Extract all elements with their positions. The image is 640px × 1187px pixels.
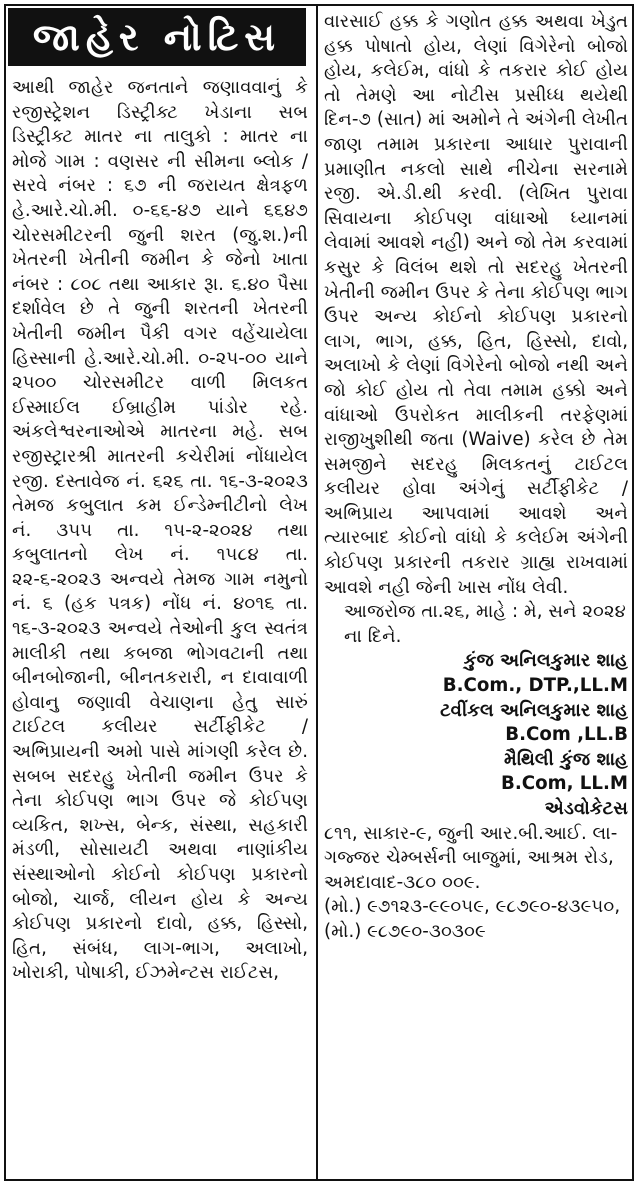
left-column <box>12 76 308 986</box>
phone-line-2: (મો.) ૯૮૭૯૦-૩૦૩૦૯ <box>324 920 486 942</box>
notice-body-right: વારસાઈ હક્ક કે ગણોત હક્ક અથવા ખેડુત હક્ક પોષાતો હોય, લેણાં વિગેરેનો બોજો હોય, કલેઈમ, વાંધો કે તકરાર કોઈ હોય તો તેમણે આ નોટીસ પ્રસીધ્ધ થયેથી દિન-૭ (સાત) માં અમોને તે અંગેની લેખીત જાણ તમામ પ્રકારના આધાર પુરાવાની પ્રમાણીત નકલો સાથે નીચેના સરનામે રજી. એ.ડી.થી કરવી. (લેખિત પુરાવા સિવાયના કોઈપણ વાંધાઓ ધ્યાનમાં લેવામાં આવશે નહી) અને જો તેમ કરવામાં કસુર કે વિલંબ થશે તો સદરહુ ખેતરની ખેતીની જમીન ઉપર કે તેના કોઈપણ ભાગ ઉપર અન્ય કોઈનો કોઈપણ પ્રકારનો લાગ, ભાગ, હક્ક, હિત, હિસ્સો, દાવો, અલાખો કે લેણાં વિગેરેનો બોજો નથી અને જો કોઈ હોય તો તેવા તમામ હક્કો અને વાંધાઓ ઉપરોકત માલીકની તરફેણમાં રાજીખુશીથી જતા (Waive) કરેલ છે તેમ સમજીને સદરહુ મિલકતનું ટાઈટલ કલીયર હોવા અંગેનું સર્ટીફીકેટ / અભિપ્રાય આપવામાં આવશે અને ત્યારબાદ કોઈનો વાંધો કે કલેઈમ અંગેની કોઈપણ પ્રકારની તકરાર ગ્રાહ્ય રાખવામાં આવશે નહી જેની ખાસ નોંધ લેવી. <box>324 11 628 598</box>
notice-title: જાહેર નોટિસ <box>8 8 306 66</box>
column-divider <box>316 6 318 1179</box>
signatory-2-name: ટવીંકલ અનિલકુમાર શાહ <box>440 699 628 721</box>
signatory-1-name: કુંજ અનિલકુમાર શાહ <box>463 650 628 672</box>
right-column <box>324 10 628 945</box>
signatory-2-degree: B.Com ,LL.B <box>505 724 628 746</box>
address: ૮૧૧, સાકાર-૯, જુની આર.બી.આઈ. લા-ગજ્જર ચેમ્બર્સની બાજુમાં, આશ્રમ રોડ, અમદાવાદ-૩૮૦ ૦૦૯. <box>324 822 618 893</box>
notice-date: આજરોજ તા.૨૬, માહે : મે, સને ૨૦૨૪ ના દિને. <box>344 601 626 647</box>
public-notice <box>4 4 634 1181</box>
signatory-3-degree: B.Com, LL.M <box>501 773 628 795</box>
signatory-role: એડવોકેટસ <box>544 798 628 819</box>
signatory-1-degree: B.Com., DTP.,LL.M <box>442 675 628 697</box>
signatory-3-name: મૈથિલી કુંજ શાહ <box>504 748 628 770</box>
phone-line-1: (મો.) ૯૭૧૨૩-૯૯૦૫૯, ૯૮૭૯૦-૪૩૯૫૦, <box>324 896 621 918</box>
notice-body-left: આથી જાહેર જનતાને જણાવવાનું કે રજીસ્ટ્રેશન ડિસ્ટ્રીક્ટ ખેડાના સબ ડિસ્ટ્રીક્ટ માતર ના તાલુકો : માતર ના મોજે ગામ : વણસર ની સીમના બ્લોક /સરવે નંબર : ૬૭ ની જરાયત ક્ષેત્રફળ હે.આરે.ચો.મી. ૦-૬૬-૪૭ યાને ૬૬૪૭ ચોરસમીટરની જુની શરત (જુ.શ.)ની ખેતરની ખેતીની જમીન કે જેનો ખાતા નંબર : ૮૦૮ તથા આકાર રૂા. ૬.૪૦ પૈસા દર્શાવેલ છે તે જુની શરતની ખેતરની ખેતીની જમીન પૈકી વગર વહેંચાયેલા હિસ્સાની હે.આરે.ચો.મી. ૦-૨૫-૦૦ યાને ૨૫૦૦ ચોરસમીટર વાળી મિલકત ઈસ્માઈલ ઈબ્રાહીમ પાંડોર રહે. અંકલેશ્વરનાઓએ માતરના મહે. સબ રજીસ્ટ્રારશ્રી માતરની કચેરીમાં નોંધાયેલ રજી. દસ્તાવેજ નં. ૬૨૬ તા. ૧૬-૩-૨૦૨૩ તેમજ કબુલાત કમ ઈન્ડેમ્નીટીનો લેખ નં. ૩૫૫ તા. ૧૫-૨-૨૦૨૪ તથા કબુલાતનો લેખ નં. ૧૫૮૪ તા. ૨૨-૬-૨૦૨૩ અન્વયે તેમજ ગામ નમુનો નં. ૬ (હક પત્રક) નોંધ નં. ૪૦૧૬ તા. ૧૬-૩-૨૦૨૩ અન્વયે તેઓની કુલ સ્વતંત્ર માલીકી તથા કબજા ભોગવટાની તથા બીનબોજાની, બીનતકરારી, ન દાવાવાળી હોવાનુ જણાવી વેચાણના હેતુ સારું ટાઈટલ કલીયર સર્ટીફીકેટ / અભિપ્રાયની અમો પાસે માંગણી કરેલ છે. સબબ સદરહુ ખેતીની જમીન ઉપર કે તેના કોઈપણ ભાગ ઉપર જે કોઈપણ વ્યકિત, શખ્સ, બેન્ક, સંસ્થા, સહકારી મંડળી, સોસાયટી અથવા નાણાંકીય સંસ્થાઓનો કોઈનો કોઈપણ પ્રકારનો બોજો, ચાર્જ, લીયન હોય કે અન્ય કોઈપણ પ્રકારનો દાવો, હક્ક, હિસ્સો, હિત, સંબંધ, લાગ-ભાગ, અલાખો, ખોરાકી, પોષાકી, ઈઝમેન્ટસ રાઈટસ, <box>12 77 308 984</box>
